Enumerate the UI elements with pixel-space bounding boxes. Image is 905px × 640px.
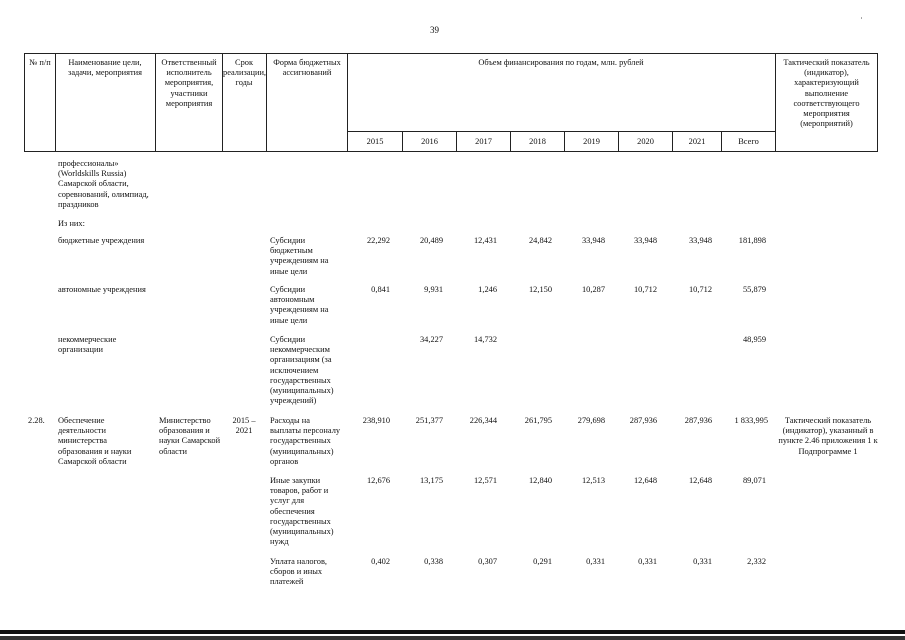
cell-value: 12,648 xyxy=(633,476,657,485)
cell-value: 0,331 xyxy=(586,557,605,566)
item-name: Обеспечение деятельности министерства образования и науки Самарской области xyxy=(58,416,132,466)
cell-value: 261,795 xyxy=(524,416,552,425)
year-header: 2019 xyxy=(583,137,600,146)
row-form: Субсидии бюджетным учреждениям на иные цели xyxy=(270,236,329,276)
cell-value: 22,292 xyxy=(366,236,390,245)
cell-value: 2,332 xyxy=(747,557,766,566)
cell-value: 251,377 xyxy=(415,416,443,425)
cell-value: 287,936 xyxy=(684,416,712,425)
cell-value: 287,936 xyxy=(629,416,657,425)
cell-value: 20,489 xyxy=(419,236,443,245)
header-term: Срок реализации, годы xyxy=(223,58,267,88)
line-form: Расходы на выплаты персоналу государственных (муниципальных) органов xyxy=(270,416,341,466)
cell-value: 33,948 xyxy=(633,236,657,245)
item-term: 2015 – 2021 xyxy=(232,416,256,436)
cell-value: 10,712 xyxy=(633,285,657,294)
year-header: 2016 xyxy=(421,137,438,146)
cell-value: 12,840 xyxy=(528,476,552,485)
cell-value: 1,246 xyxy=(478,285,497,294)
cell-value: 0,291 xyxy=(533,557,552,566)
row-name: автономные учреждения xyxy=(58,285,146,294)
cell-value: 12,648 xyxy=(688,476,712,485)
cell-value: 1 833,995 xyxy=(734,416,768,425)
cell-value: 0,307 xyxy=(478,557,497,566)
cell-value: 238,910 xyxy=(362,416,390,425)
header-responsible: Ответственный исполнитель мероприятия, участники мероприятия xyxy=(161,58,217,108)
cell-value: 55,879 xyxy=(742,285,766,294)
cell-value: 12,513 xyxy=(581,476,605,485)
header-indicator: Тактический показатель (индикатор), характеризующий выполнение соответствующего мероприятия (мероприятий) xyxy=(783,58,870,129)
cell-value: 0,331 xyxy=(693,557,712,566)
header-num: № п/п xyxy=(29,58,51,67)
cell-value: 0,841 xyxy=(371,285,390,294)
cell-value: 279,698 xyxy=(577,416,605,425)
item-responsible: Министерство образования и науки Самарской области xyxy=(159,416,221,456)
cell-value: 13,175 xyxy=(419,476,443,485)
of-them-label: Из них: xyxy=(58,219,85,228)
row-form: Субсидии некоммерческим организациям (за исключением государственных (муниципальных) учреждений) xyxy=(270,335,334,406)
cell-value: 12,150 xyxy=(528,285,552,294)
cell-value: 10,712 xyxy=(688,285,712,294)
cell-value: 181,898 xyxy=(738,236,766,245)
line-form: Иные закупки товаров, работ и услуг для обеспечения государственных (муниципальных) нужд xyxy=(270,476,334,547)
cell-value: 33,948 xyxy=(581,236,605,245)
scan-edge xyxy=(0,630,905,634)
continuation-text: профессионалы» (Worldskills Russia) Самарской области, соревнований, олимпиад, праздников xyxy=(58,159,149,209)
cell-value: 12,431 xyxy=(473,236,497,245)
item-number: 2.28. xyxy=(28,416,45,425)
cell-value: 12,571 xyxy=(473,476,497,485)
page-number: 39 xyxy=(430,25,439,35)
year-header: Всего xyxy=(738,137,759,146)
cell-value: 0,338 xyxy=(424,557,443,566)
cell-value: 34,227 xyxy=(419,335,443,344)
cell-value: 0,331 xyxy=(638,557,657,566)
row-name: некоммерческие организации xyxy=(58,335,117,355)
year-header: 2020 xyxy=(637,137,654,146)
row-form: Субсидии автономным учреждениям на иные цели xyxy=(270,285,329,325)
year-header: 2021 xyxy=(688,137,706,146)
line-form: Уплата налогов, сборов и иных платежей xyxy=(270,557,328,587)
scan-mark: ˙ xyxy=(860,16,863,26)
cell-value: 10,287 xyxy=(581,285,605,294)
cell-value: 33,948 xyxy=(688,236,712,245)
item-indicator: Тактический показатель (индикатор), указанный в пункте 2.46 приложения 1 к Подпрограмме 1 xyxy=(778,416,878,456)
header-name: Наименование цели, задачи, мероприятия xyxy=(68,58,142,78)
year-header: 2017 xyxy=(475,137,492,146)
cell-value: 12,676 xyxy=(366,476,390,485)
cell-value: 14,732 xyxy=(473,335,497,344)
cell-value: 9,931 xyxy=(424,285,443,294)
header-form: Форма бюджетных ассигнований xyxy=(273,58,341,78)
scan-edge xyxy=(0,636,905,640)
cell-value: 89,071 xyxy=(742,476,766,485)
cell-value: 24,842 xyxy=(528,236,552,245)
year-header: 2018 xyxy=(529,137,546,146)
row-name: бюджетные учреждения xyxy=(58,236,145,245)
header-funding: Объем финансирования по годам, млн. рублей xyxy=(478,58,644,67)
cell-value: 0,402 xyxy=(371,557,390,566)
year-header: 2015 xyxy=(366,137,384,146)
cell-value: 226,344 xyxy=(469,416,497,425)
cell-value: 48,959 xyxy=(742,335,766,344)
